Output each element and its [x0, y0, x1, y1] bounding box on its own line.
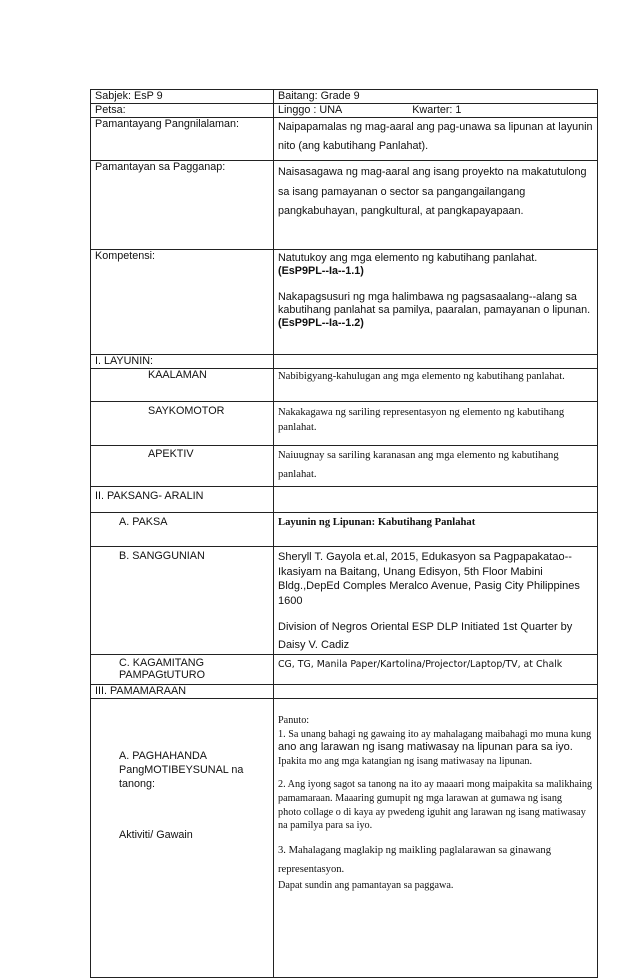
skill-text: Nakakagawa ng sariling representasyon ng elemento ng kabutihang panlahat.: [274, 402, 598, 446]
procedure-row: [91, 699, 598, 978]
week-text: Linggo : UNA: [278, 104, 343, 116]
performance-standard-text: Naisasagawa ng mag-aaral ang isang proyekto na makatutulong sa isang pamayanan o sector sa pangangailangang pangkabuhayan, pangkultural, at pangkapayapaan.: [278, 166, 587, 217]
date-row: [91, 104, 598, 118]
objectives-heading-row: [91, 355, 598, 369]
topic-text: Layunin ng Lipunan: Kabutihang Panlahat: [274, 513, 598, 547]
affective-text: Naiuugnay sa sariling karanasan ang mga elemento ng kabutihang panlahat.: [274, 446, 598, 487]
week-quarter-cell: [274, 104, 598, 118]
lesson-plan: [90, 89, 597, 978]
directions-label: Panuto:: [278, 715, 310, 726]
topic-label: A. PAKSA: [91, 513, 274, 547]
subject-matter-heading: II. PAKSANG- ARALIN: [91, 487, 274, 513]
competency-code-1: (EsP9PL--Ia--1.1): [278, 265, 364, 277]
performance-standard-label: Pamantayan sa Pagganap:: [91, 161, 274, 250]
subject-row: [91, 90, 598, 104]
topic-row: [91, 513, 598, 547]
competency-code-2: (EsP9PL--Ia--1.2): [278, 317, 364, 329]
content-standard-row: [91, 118, 598, 161]
materials-label: C. KAGAMITANG PAMPAGtUTURO: [119, 657, 205, 681]
knowledge-label: KAALAMAN: [91, 369, 274, 402]
grade-cell: Baitang: Grade 9: [274, 90, 598, 104]
affective-row: [91, 446, 598, 487]
reference-text-2: Division of Negros Oriental ESP DLP Initiated 1st Quarter by Daisy V. Cadiz: [278, 621, 573, 651]
materials-text: CG, TG, Manila Paper/Kartolina/Projector/Laptop/TV, at Chalk: [274, 655, 598, 685]
skill-label: SAYKOMOTOR: [91, 402, 274, 446]
content-standard-text: Naipapamalas ng mag-aaral ang pag-unawa sa lipunan at layunin nito (ang kabutihang Panlahat).: [278, 121, 593, 152]
reference-text-1: Sheryll T. Gayola et.al, 2015, Edukasyon sa Pagpapakatao--Ikasiyam na Baitang, Unang Edisyon, 5th Floor Mabini Bldg.,DepEd Comples Meralco Avenue, Pasig City Philippines 1600: [278, 551, 580, 607]
preparation-label: A. PAGHAHANDA PangMOTIBEYSUNAL na tanong:: [119, 750, 244, 790]
date-cell: Petsa:: [91, 104, 274, 118]
activity-label: Aktiviti/ Gawain: [119, 829, 193, 841]
subject-cell: Sabjek: EsP 9: [91, 90, 274, 104]
performance-standard-row: [91, 161, 598, 250]
lesson-plan-table: [90, 89, 598, 978]
competency-label: Kompetensi:: [91, 250, 274, 355]
competency-row: [91, 250, 598, 355]
subject-matter-heading-row: [91, 487, 598, 513]
content-standard-label: Pamantayang Pangnilalaman:: [91, 118, 274, 161]
procedure-heading: III. PAMAMARAAN: [91, 685, 274, 699]
reference-label: B. SANGGUNIAN: [91, 547, 274, 655]
step-3b: Dapat sundin ang pamantayan sa paggawa.: [278, 879, 454, 891]
competency-text-2: Nakapagsusuri ng mga halimbawa ng pagsasaalang--alang sa kabutihang panlahat sa pamilya, paaralan, pamayanan o lipunan.: [278, 291, 591, 316]
step-2b: photo collage o di kaya ay pwedeng iguhit ang larawan ng isang matiwasay na pamilya para sa iyo.: [278, 806, 586, 832]
objectives-heading: I. LAYUNIN:: [91, 355, 274, 369]
procedure-heading-row: [91, 685, 598, 699]
reference-row: [91, 547, 598, 655]
knowledge-row: [91, 369, 598, 402]
skill-row: [91, 402, 598, 446]
step-2a: 2. Ang iyong sagot sa tanong na ito ay maaari mong maipakita sa malikhaing pamamaraan. Maaaring gumupit ng mga larawan at gumawa ng isang: [278, 779, 593, 804]
step-3a: 3. Mahalagang maglakip ng maikling paglalarawan sa ginawang representasyon.: [278, 844, 551, 875]
materials-row: [91, 655, 598, 685]
quarter-text: Kwarter: 1: [412, 104, 462, 116]
affective-label: APEKTIV: [91, 446, 274, 487]
competency-text-1: Natutukoy ang mga elemento ng kabutihang panlahat.: [278, 252, 538, 264]
knowledge-text: Nabibigyang-kahulugan ang mga elemento ng kabutihang panlahat.: [274, 369, 598, 402]
step-1: 1. Sa unang bahagi ng gawaing ito ay mahalagang maibahagi mo muna kung ano ang larawan ng isang matiwasay na lipunan para sa iyo. Ipakita mo ang mga katangian ng isang matiwasay na lipunan.: [278, 728, 592, 767]
